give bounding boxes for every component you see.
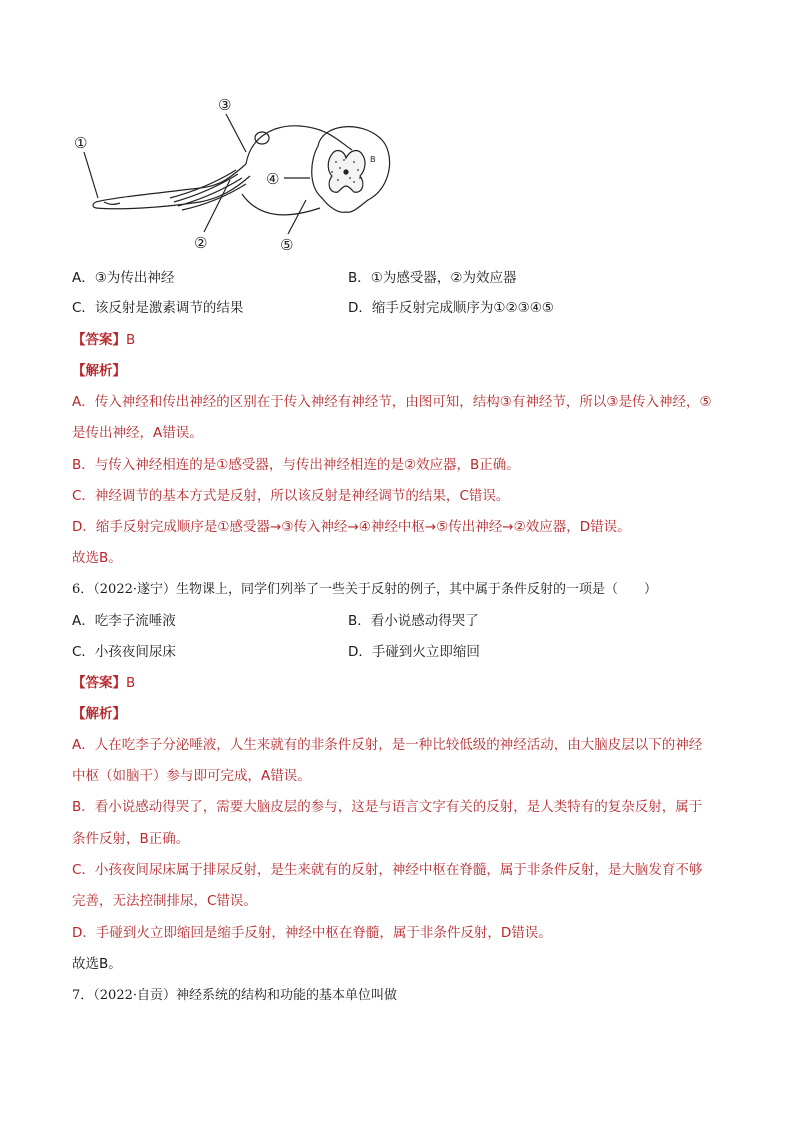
q6-option-b: B．看小说感动得哭了 [348,613,479,629]
q6-analysis-line: A．人在吃李子分泌唾液，人生来就有的非条件反射，是一种比较低级的神经活动，由大脑皮层以下的神经 [72,737,703,753]
analysis-segment: → [502,519,514,535]
label-1: ① [74,134,88,152]
analysis-segment: 有神经节，所以 [511,394,607,410]
q5-analysis-line [72,455,520,475]
q6-analysis-line: C．小孩夜间尿床属于排尿反射，是生来就有的反射，神经中枢在脊髓，属于非条件反射，是大脑发育不够 [72,862,703,878]
analysis-segment: ⑤ [436,519,449,535]
analysis-segment: → [347,519,359,535]
analysis-segment: C [459,488,469,504]
analysis-segment: ① [216,457,229,473]
analysis-segment: ④ [358,519,371,535]
analysis-segment: B．与传入神经相连的是 [72,457,217,473]
q5-option-c: C．该反射是激素调节的结果 [72,300,244,316]
q6-option-c: C．小孩夜间尿床 [72,644,176,660]
q5-analysis-line [72,392,712,412]
q5-analysis-label: 【解析】 [72,363,126,379]
analysis-segment: 感受器，与传出神经相连的是 [228,457,404,473]
q5-choose: 故选B。 [72,550,122,566]
q6-analysis-line: 条件反射，B正确。 [72,831,190,847]
q6-analysis-line: D．手碰到火立即缩回是缩手反射，神经中枢在脊髓，属于非条件反射，D错误。 [72,925,552,941]
label-5: ⑤ [280,236,294,254]
q6-analysis-line: B．看小说感动得哭了，需要大脑皮层的参与，这是与语言文字有关的反射，是人类特有的复杂反射，属于 [72,799,703,815]
analysis-segment: ① [217,519,230,535]
analysis-segment: 错误。 [590,519,631,535]
analysis-segment: ③ [281,519,294,535]
analysis-segment: ② [513,519,526,535]
q5-answer [72,330,135,350]
q6-option-a: A．吃李子流唾液 [72,613,176,629]
q6-choose: 故选B。 [72,956,122,972]
q5-analysis-line [72,423,203,443]
analysis-segment: 神经中枢 [370,519,425,535]
analysis-segment: → [424,519,437,535]
analysis-segment: 正确。 [479,457,520,473]
answer-label: 【答案】 [72,675,126,691]
analysis-segment: 效应器， [525,519,580,535]
reflex-arc-diagram [70,90,410,260]
analysis-segment: D [579,519,591,535]
spinal-tag-b: B [370,155,376,164]
analysis-segment: 是传出神经， [72,425,153,441]
analysis-segment: A．传入神经和传出神经的区别在于传入神经有神经节，由图可知，结构 [72,394,500,410]
analysis-segment: 错误。 [468,488,510,504]
analysis-segment: 传出神经 [448,519,503,535]
analysis-segment: A [153,425,163,441]
answer-label: 【答案】 [72,332,126,348]
analysis-segment: C．神经调节的基本方式是反射，所以该反射是神经调节的结果， [72,488,460,504]
answer-value: B [126,675,136,691]
analysis-segment: 效应器， [415,457,470,473]
analysis-segment: 错误。 [162,425,203,441]
q6-option-d: D．手碰到火立即缩回 [348,644,480,660]
analysis-segment: 传入神经 [293,519,348,535]
q7-stem: 7．（2022·自贡）神经系统的结构和功能的基本单位叫做 [72,988,397,1003]
label-4: ④ [266,170,280,188]
analysis-segment: ⑤ [699,394,712,410]
analysis-segment: ③ [606,394,619,410]
analysis-segment: ③ [499,394,512,410]
answer-value: B [126,332,136,348]
q5-option-d: D．缩手反射完成顺序为①②③④⑤ [348,300,554,316]
analysis-segment: 是传入神经， [618,394,700,410]
q6-answer [72,673,135,693]
q6-analysis-label: 【解析】 [72,706,126,722]
label-3: ③ [218,96,232,114]
q5-option-a: A．③为传出神经 [72,270,175,286]
q6-stem: 6．（2022·遂宁）生物课上，同学们列举了一些关于反射的例子，其中属于条件反射的一项是（ ） [72,582,657,597]
analysis-segment: B [469,457,480,473]
analysis-segment: ② [403,457,416,473]
q6-analysis-line: 完善，无法控制排尿，C错误。 [72,893,257,909]
q5-analysis-line [72,486,509,506]
q5-analysis-line [72,517,631,537]
analysis-segment: → [270,519,282,535]
q6-analysis-line: 中枢（如脑干）参与即可完成，A错误。 [72,768,311,784]
label-2: ② [194,234,208,252]
analysis-segment: D．缩手反射完成顺序是 [72,519,218,535]
analysis-segment: 感受器 [229,519,271,535]
q5-option-b: B．①为感受器，②为效应器 [348,270,517,286]
